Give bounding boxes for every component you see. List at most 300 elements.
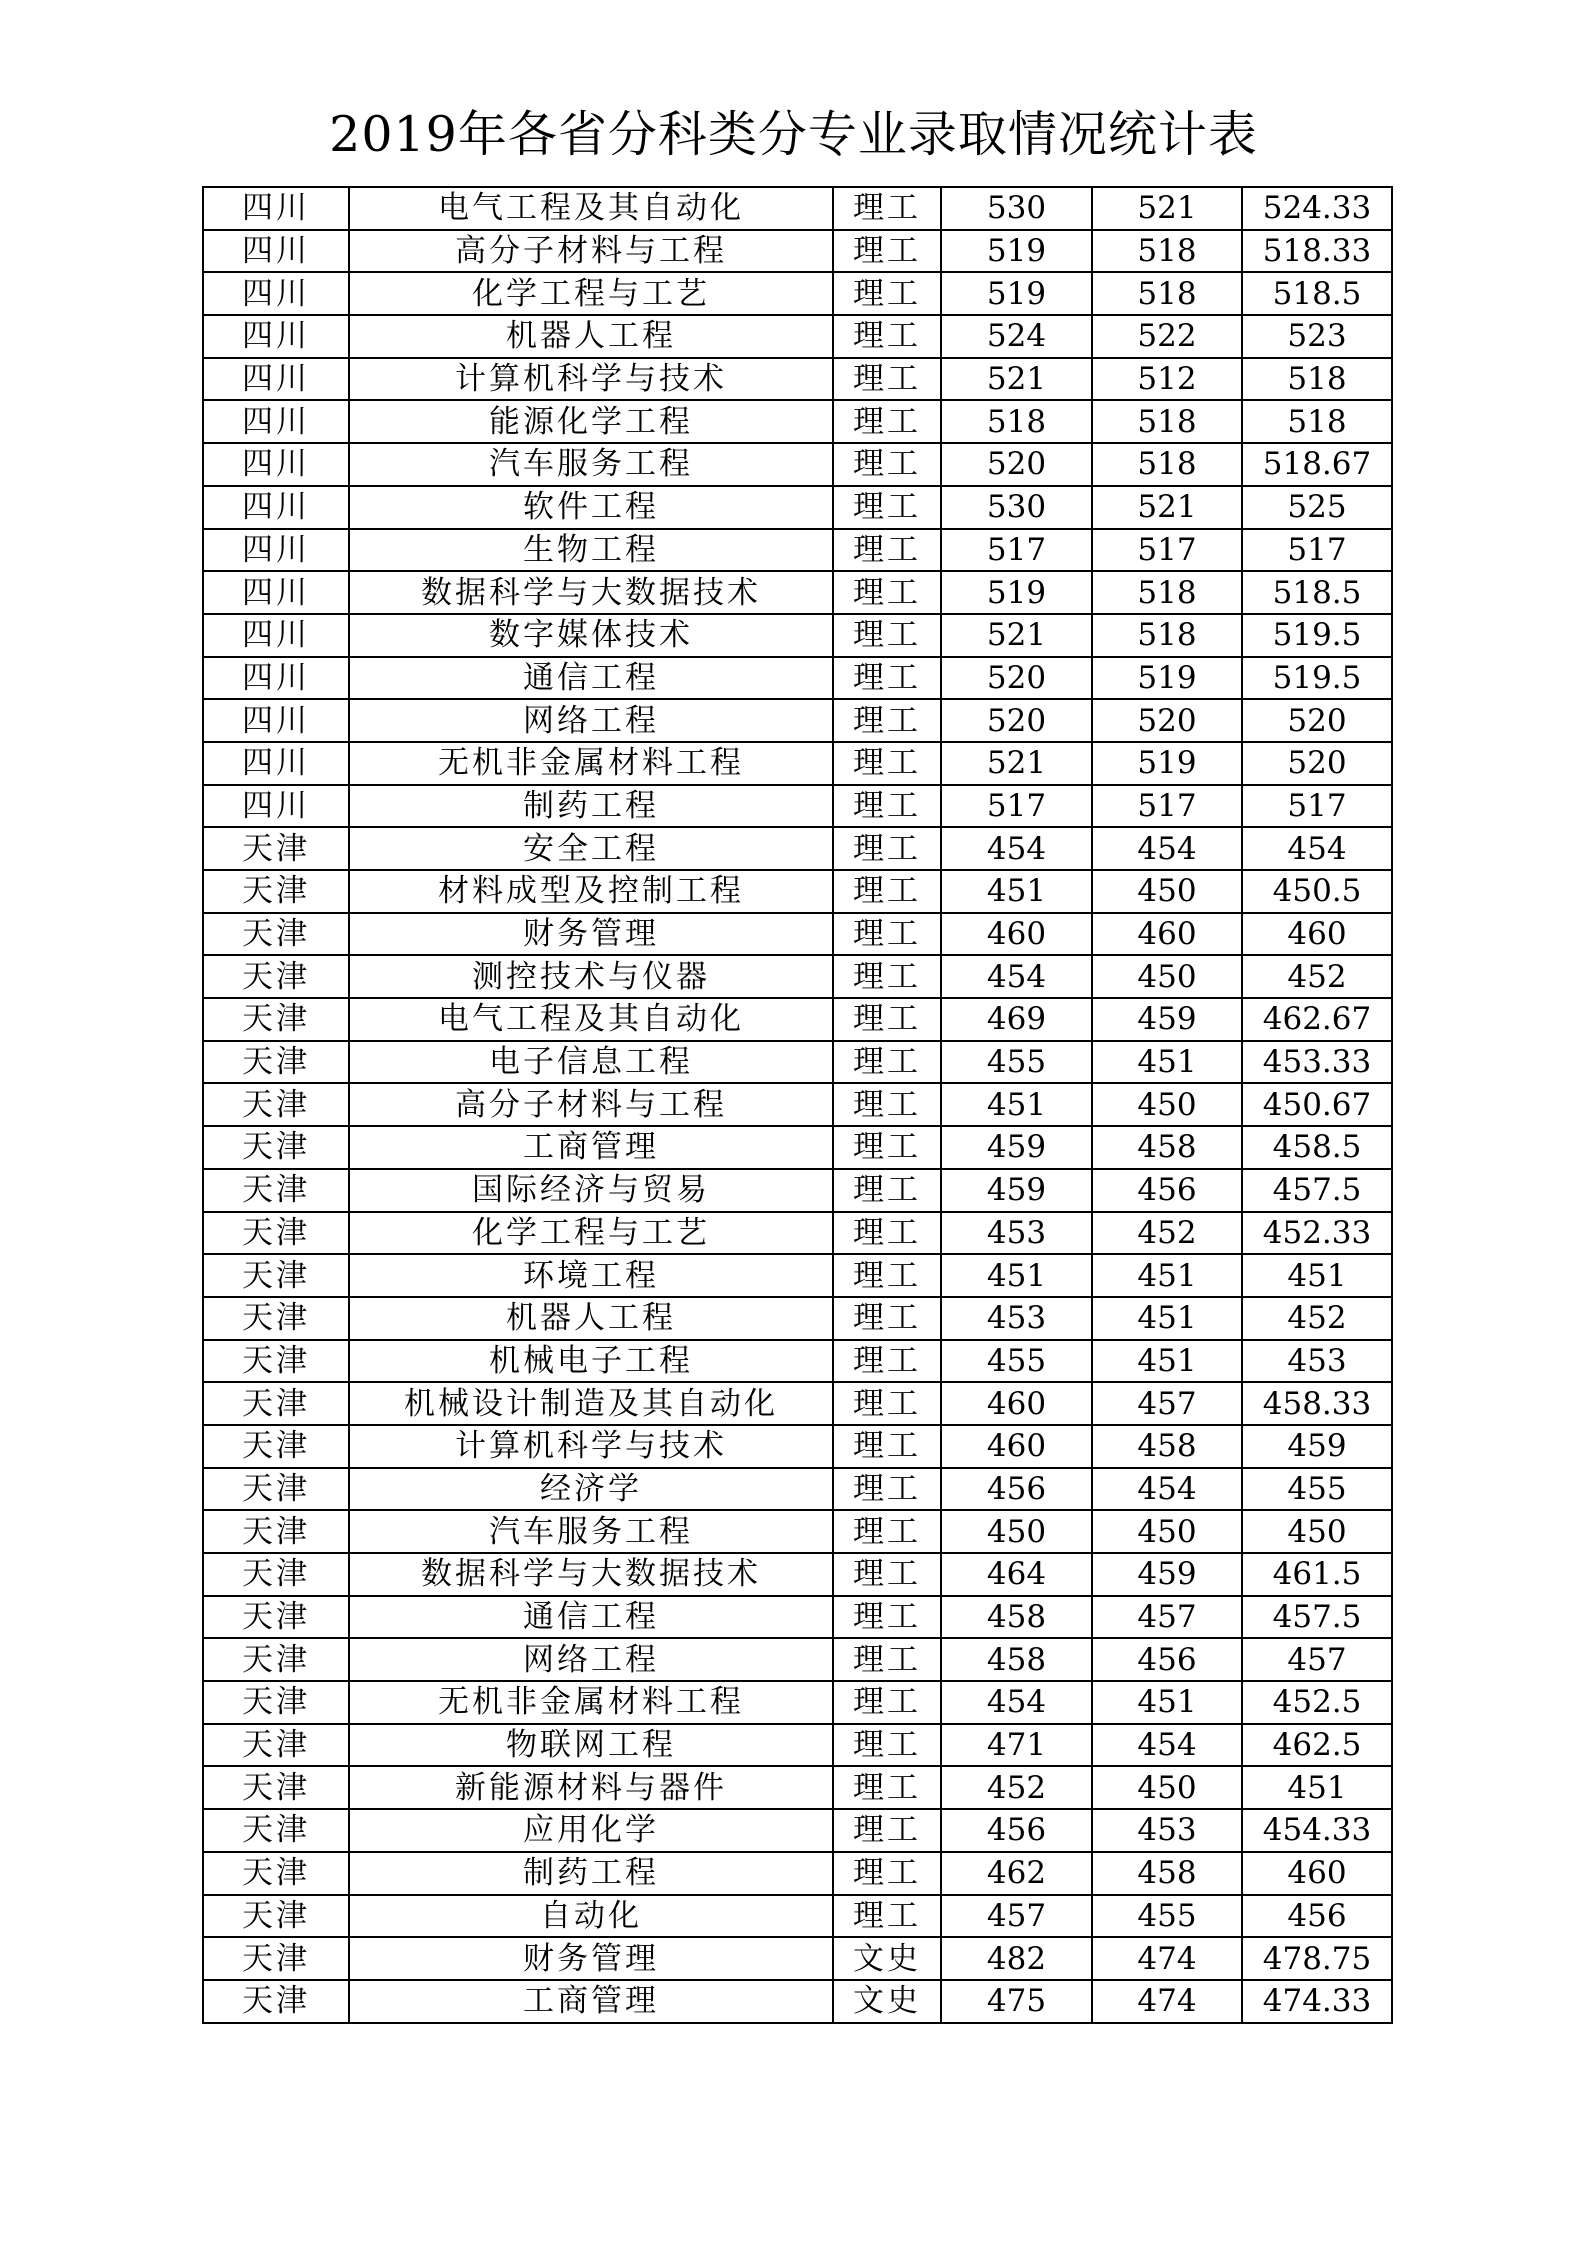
min-score-cell: 459 [1092, 1553, 1242, 1596]
table-row [203, 1297, 1392, 1340]
major-cell: 无机非金属材料工程 [349, 742, 833, 785]
table-row [203, 486, 1392, 529]
major-cell: 化学工程与工艺 [349, 272, 833, 315]
max-score-cell: 482 [941, 1937, 1092, 1980]
min-score-cell: 474 [1092, 1980, 1242, 2023]
province-cell: 四川 [203, 614, 349, 657]
table-row [203, 315, 1392, 358]
province-cell: 四川 [203, 742, 349, 785]
max-score-cell: 458 [941, 1596, 1092, 1639]
major-cell: 电气工程及其自动化 [349, 998, 833, 1041]
avg-score-cell: 450 [1242, 1510, 1392, 1553]
province-cell: 天津 [203, 1510, 349, 1553]
category-cell: 理工 [833, 1638, 941, 1681]
province-cell: 四川 [203, 187, 349, 230]
max-score-cell: 454 [941, 1681, 1092, 1724]
province-cell: 天津 [203, 1980, 349, 2023]
major-cell: 工商管理 [349, 1980, 833, 2023]
table-row [203, 1937, 1392, 1980]
avg-score-cell: 454.33 [1242, 1809, 1392, 1852]
province-cell: 天津 [203, 1681, 349, 1724]
max-score-cell: 459 [941, 1169, 1092, 1212]
table-row [203, 1468, 1392, 1511]
avg-score-cell: 462.67 [1242, 998, 1392, 1041]
province-cell: 天津 [203, 1382, 349, 1425]
table-row [203, 529, 1392, 572]
major-cell: 汽车服务工程 [349, 1510, 833, 1553]
max-score-cell: 460 [941, 1382, 1092, 1425]
category-cell: 理工 [833, 1895, 941, 1938]
province-cell: 四川 [203, 699, 349, 742]
category-cell: 理工 [833, 1126, 941, 1169]
province-cell: 天津 [203, 1126, 349, 1169]
table-row [203, 571, 1392, 614]
major-cell: 工商管理 [349, 1126, 833, 1169]
max-score-cell: 457 [941, 1895, 1092, 1938]
table-row [203, 1425, 1392, 1468]
avg-score-cell: 519.5 [1242, 614, 1392, 657]
max-score-cell: 451 [941, 870, 1092, 913]
major-cell: 能源化学工程 [349, 400, 833, 443]
min-score-cell: 519 [1092, 742, 1242, 785]
category-cell: 理工 [833, 827, 941, 870]
province-cell: 四川 [203, 315, 349, 358]
table-row [203, 358, 1392, 401]
province-cell: 四川 [203, 657, 349, 700]
category-cell: 理工 [833, 657, 941, 700]
min-score-cell: 454 [1092, 1468, 1242, 1511]
min-score-cell: 518 [1092, 400, 1242, 443]
table-row [203, 1766, 1392, 1809]
major-cell: 电气工程及其自动化 [349, 187, 833, 230]
category-cell: 理工 [833, 913, 941, 956]
table-row [203, 785, 1392, 828]
min-score-cell: 512 [1092, 358, 1242, 401]
avg-score-cell: 517 [1242, 785, 1392, 828]
province-cell: 四川 [203, 400, 349, 443]
table-row [203, 1041, 1392, 1084]
province-cell: 天津 [203, 1638, 349, 1681]
major-cell: 安全工程 [349, 827, 833, 870]
avg-score-cell: 520 [1242, 699, 1392, 742]
max-score-cell: 452 [941, 1766, 1092, 1809]
category-cell: 理工 [833, 785, 941, 828]
category-cell: 理工 [833, 315, 941, 358]
min-score-cell: 451 [1092, 1340, 1242, 1383]
max-score-cell: 530 [941, 486, 1092, 529]
table-row [203, 272, 1392, 315]
min-score-cell: 454 [1092, 827, 1242, 870]
max-score-cell: 453 [941, 1212, 1092, 1255]
major-cell: 软件工程 [349, 486, 833, 529]
major-cell: 经济学 [349, 1468, 833, 1511]
major-cell: 高分子材料与工程 [349, 230, 833, 273]
table-row [203, 913, 1392, 956]
province-cell: 天津 [203, 1809, 349, 1852]
table-row [203, 1980, 1392, 2023]
major-cell: 数字媒体技术 [349, 614, 833, 657]
max-score-cell: 471 [941, 1724, 1092, 1767]
category-cell: 理工 [833, 870, 941, 913]
min-score-cell: 518 [1092, 614, 1242, 657]
max-score-cell: 519 [941, 230, 1092, 273]
major-cell: 自动化 [349, 1895, 833, 1938]
category-cell: 理工 [833, 1297, 941, 1340]
avg-score-cell: 462.5 [1242, 1724, 1392, 1767]
avg-score-cell: 452 [1242, 955, 1392, 998]
avg-score-cell: 517 [1242, 529, 1392, 572]
category-cell: 理工 [833, 955, 941, 998]
min-score-cell: 459 [1092, 998, 1242, 1041]
max-score-cell: 450 [941, 1510, 1092, 1553]
table-row [203, 1638, 1392, 1681]
min-score-cell: 474 [1092, 1937, 1242, 1980]
major-cell: 数据科学与大数据技术 [349, 1553, 833, 1596]
major-cell: 机械设计制造及其自动化 [349, 1382, 833, 1425]
category-cell: 理工 [833, 1596, 941, 1639]
major-cell: 汽车服务工程 [349, 443, 833, 486]
min-score-cell: 450 [1092, 1083, 1242, 1126]
min-score-cell: 456 [1092, 1169, 1242, 1212]
province-cell: 天津 [203, 1425, 349, 1468]
min-score-cell: 451 [1092, 1681, 1242, 1724]
max-score-cell: 453 [941, 1297, 1092, 1340]
avg-score-cell: 452 [1242, 1297, 1392, 1340]
min-score-cell: 458 [1092, 1425, 1242, 1468]
min-score-cell: 521 [1092, 486, 1242, 529]
max-score-cell: 458 [941, 1638, 1092, 1681]
major-cell: 生物工程 [349, 529, 833, 572]
min-score-cell: 517 [1092, 529, 1242, 572]
category-cell: 理工 [833, 699, 941, 742]
province-cell: 天津 [203, 1468, 349, 1511]
category-cell: 理工 [833, 1852, 941, 1895]
major-cell: 国际经济与贸易 [349, 1169, 833, 1212]
min-score-cell: 518 [1092, 230, 1242, 273]
province-cell: 四川 [203, 785, 349, 828]
max-score-cell: 455 [941, 1340, 1092, 1383]
table-row [203, 699, 1392, 742]
major-cell: 网络工程 [349, 1638, 833, 1681]
province-cell: 四川 [203, 272, 349, 315]
max-score-cell: 530 [941, 187, 1092, 230]
table-row [203, 1382, 1392, 1425]
major-cell: 数据科学与大数据技术 [349, 571, 833, 614]
min-score-cell: 451 [1092, 1041, 1242, 1084]
major-cell: 电子信息工程 [349, 1041, 833, 1084]
max-score-cell: 518 [941, 400, 1092, 443]
min-score-cell: 518 [1092, 443, 1242, 486]
province-cell: 四川 [203, 443, 349, 486]
table-row [203, 1809, 1392, 1852]
category-cell: 理工 [833, 358, 941, 401]
category-cell: 理工 [833, 1041, 941, 1084]
major-cell: 测控技术与仪器 [349, 955, 833, 998]
min-score-cell: 520 [1092, 699, 1242, 742]
max-score-cell: 521 [941, 614, 1092, 657]
max-score-cell: 520 [941, 443, 1092, 486]
min-score-cell: 518 [1092, 272, 1242, 315]
min-score-cell: 453 [1092, 1809, 1242, 1852]
province-cell: 天津 [203, 1553, 349, 1596]
max-score-cell: 464 [941, 1553, 1092, 1596]
max-score-cell: 521 [941, 742, 1092, 785]
avg-score-cell: 460 [1242, 1852, 1392, 1895]
max-score-cell: 469 [941, 998, 1092, 1041]
avg-score-cell: 518 [1242, 358, 1392, 401]
table-row [203, 955, 1392, 998]
province-cell: 天津 [203, 827, 349, 870]
min-score-cell: 458 [1092, 1126, 1242, 1169]
table-row [203, 230, 1392, 273]
max-score-cell: 519 [941, 571, 1092, 614]
table-row [203, 870, 1392, 913]
min-score-cell: 457 [1092, 1596, 1242, 1639]
avg-score-cell: 457.5 [1242, 1596, 1392, 1639]
max-score-cell: 517 [941, 529, 1092, 572]
major-cell: 新能源材料与器件 [349, 1766, 833, 1809]
province-cell: 四川 [203, 230, 349, 273]
category-cell: 理工 [833, 742, 941, 785]
max-score-cell: 520 [941, 699, 1092, 742]
major-cell: 材料成型及控制工程 [349, 870, 833, 913]
admission-table [202, 186, 1393, 2024]
major-cell: 计算机科学与技术 [349, 1425, 833, 1468]
max-score-cell: 519 [941, 272, 1092, 315]
page-title: 2019年各省分科类分专业录取情况统计表 [329, 106, 1258, 163]
category-cell: 文史 [833, 1937, 941, 1980]
major-cell: 机械电子工程 [349, 1340, 833, 1383]
category-cell: 理工 [833, 1468, 941, 1511]
min-score-cell: 454 [1092, 1724, 1242, 1767]
province-cell: 天津 [203, 1895, 349, 1938]
avg-score-cell: 478.75 [1242, 1937, 1392, 1980]
province-cell: 天津 [203, 1596, 349, 1639]
avg-score-cell: 457.5 [1242, 1169, 1392, 1212]
avg-score-cell: 450.67 [1242, 1083, 1392, 1126]
avg-score-cell: 461.5 [1242, 1553, 1392, 1596]
major-cell: 通信工程 [349, 1596, 833, 1639]
category-cell: 理工 [833, 1681, 941, 1724]
admission-table-container [202, 186, 1393, 2024]
category-cell: 理工 [833, 400, 941, 443]
province-cell: 天津 [203, 913, 349, 956]
min-score-cell: 458 [1092, 1852, 1242, 1895]
major-cell: 应用化学 [349, 1809, 833, 1852]
avg-score-cell: 458.33 [1242, 1382, 1392, 1425]
max-score-cell: 456 [941, 1468, 1092, 1511]
max-score-cell: 454 [941, 955, 1092, 998]
table-row [203, 1724, 1392, 1767]
min-score-cell: 456 [1092, 1638, 1242, 1681]
province-cell: 天津 [203, 998, 349, 1041]
min-score-cell: 450 [1092, 1510, 1242, 1553]
avg-score-cell: 455 [1242, 1468, 1392, 1511]
avg-score-cell: 519.5 [1242, 657, 1392, 700]
category-cell: 理工 [833, 1766, 941, 1809]
max-score-cell: 517 [941, 785, 1092, 828]
category-cell: 理工 [833, 1083, 941, 1126]
avg-score-cell: 453 [1242, 1340, 1392, 1383]
max-score-cell: 460 [941, 913, 1092, 956]
table-row [203, 1254, 1392, 1297]
max-score-cell: 475 [941, 1980, 1092, 2023]
category-cell: 理工 [833, 998, 941, 1041]
max-score-cell: 459 [941, 1126, 1092, 1169]
table-row [203, 1852, 1392, 1895]
category-cell: 理工 [833, 614, 941, 657]
avg-score-cell: 454 [1242, 827, 1392, 870]
max-score-cell: 520 [941, 657, 1092, 700]
min-score-cell: 451 [1092, 1297, 1242, 1340]
min-score-cell: 517 [1092, 785, 1242, 828]
province-cell: 四川 [203, 571, 349, 614]
category-cell: 理工 [833, 1553, 941, 1596]
min-score-cell: 452 [1092, 1212, 1242, 1255]
province-cell: 天津 [203, 1340, 349, 1383]
min-score-cell: 450 [1092, 955, 1242, 998]
table-row [203, 1596, 1392, 1639]
min-score-cell: 522 [1092, 315, 1242, 358]
major-cell: 机器人工程 [349, 1297, 833, 1340]
major-cell: 制药工程 [349, 785, 833, 828]
province-cell: 天津 [203, 1937, 349, 1980]
max-score-cell: 451 [941, 1254, 1092, 1297]
avg-score-cell: 518.33 [1242, 230, 1392, 273]
avg-score-cell: 458.5 [1242, 1126, 1392, 1169]
table-row [203, 443, 1392, 486]
category-cell: 理工 [833, 529, 941, 572]
avg-score-cell: 451 [1242, 1766, 1392, 1809]
avg-score-cell: 518.5 [1242, 571, 1392, 614]
table-row [203, 1212, 1392, 1255]
category-cell: 理工 [833, 1212, 941, 1255]
table-row [203, 998, 1392, 1041]
avg-score-cell: 453.33 [1242, 1041, 1392, 1084]
max-score-cell: 462 [941, 1852, 1092, 1895]
avg-score-cell: 451 [1242, 1254, 1392, 1297]
province-cell: 天津 [203, 1169, 349, 1212]
category-cell: 理工 [833, 571, 941, 614]
avg-score-cell: 523 [1242, 315, 1392, 358]
avg-score-cell: 452.33 [1242, 1212, 1392, 1255]
avg-score-cell: 518.5 [1242, 272, 1392, 315]
table-row [203, 827, 1392, 870]
table-body [203, 187, 1392, 2023]
major-cell: 物联网工程 [349, 1724, 833, 1767]
avg-score-cell: 450.5 [1242, 870, 1392, 913]
table-row [203, 1553, 1392, 1596]
max-score-cell: 524 [941, 315, 1092, 358]
province-cell: 天津 [203, 955, 349, 998]
province-cell: 天津 [203, 1083, 349, 1126]
avg-score-cell: 518.67 [1242, 443, 1392, 486]
avg-score-cell: 457 [1242, 1638, 1392, 1681]
max-score-cell: 455 [941, 1041, 1092, 1084]
category-cell: 理工 [833, 1809, 941, 1852]
province-cell: 天津 [203, 1766, 349, 1809]
province-cell: 天津 [203, 1254, 349, 1297]
category-cell: 理工 [833, 443, 941, 486]
major-cell: 制药工程 [349, 1852, 833, 1895]
max-score-cell: 521 [941, 358, 1092, 401]
avg-score-cell: 520 [1242, 742, 1392, 785]
table-row [203, 1681, 1392, 1724]
province-cell: 天津 [203, 1041, 349, 1084]
min-score-cell: 457 [1092, 1382, 1242, 1425]
category-cell: 理工 [833, 1510, 941, 1553]
min-score-cell: 521 [1092, 187, 1242, 230]
max-score-cell: 456 [941, 1809, 1092, 1852]
table-row [203, 614, 1392, 657]
min-score-cell: 450 [1092, 1766, 1242, 1809]
table-row [203, 187, 1392, 230]
avg-score-cell: 459 [1242, 1425, 1392, 1468]
avg-score-cell: 456 [1242, 1895, 1392, 1938]
category-cell: 理工 [833, 486, 941, 529]
min-score-cell: 450 [1092, 870, 1242, 913]
province-cell: 天津 [203, 1724, 349, 1767]
table-row [203, 400, 1392, 443]
major-cell: 网络工程 [349, 699, 833, 742]
table-row [203, 1126, 1392, 1169]
major-cell: 计算机科学与技术 [349, 358, 833, 401]
min-score-cell: 519 [1092, 657, 1242, 700]
table-row [203, 1895, 1392, 1938]
min-score-cell: 455 [1092, 1895, 1242, 1938]
max-score-cell: 454 [941, 827, 1092, 870]
avg-score-cell: 524.33 [1242, 187, 1392, 230]
avg-score-cell: 525 [1242, 486, 1392, 529]
province-cell: 四川 [203, 486, 349, 529]
category-cell: 理工 [833, 1382, 941, 1425]
table-row [203, 1169, 1392, 1212]
category-cell: 理工 [833, 187, 941, 230]
province-cell: 天津 [203, 1212, 349, 1255]
category-cell: 文史 [833, 1980, 941, 2023]
major-cell: 化学工程与工艺 [349, 1212, 833, 1255]
min-score-cell: 451 [1092, 1254, 1242, 1297]
category-cell: 理工 [833, 272, 941, 315]
province-cell: 天津 [203, 1852, 349, 1895]
major-cell: 财务管理 [349, 1937, 833, 1980]
category-cell: 理工 [833, 1169, 941, 1212]
major-cell: 环境工程 [349, 1254, 833, 1297]
avg-score-cell: 452.5 [1242, 1681, 1392, 1724]
category-cell: 理工 [833, 1724, 941, 1767]
avg-score-cell: 474.33 [1242, 1980, 1392, 2023]
major-cell: 通信工程 [349, 657, 833, 700]
avg-score-cell: 518 [1242, 400, 1392, 443]
min-score-cell: 518 [1092, 571, 1242, 614]
max-score-cell: 460 [941, 1425, 1092, 1468]
major-cell: 无机非金属材料工程 [349, 1681, 833, 1724]
province-cell: 天津 [203, 1297, 349, 1340]
min-score-cell: 460 [1092, 913, 1242, 956]
table-row [203, 1083, 1392, 1126]
province-cell: 四川 [203, 529, 349, 572]
province-cell: 天津 [203, 870, 349, 913]
category-cell: 理工 [833, 230, 941, 273]
avg-score-cell: 460 [1242, 913, 1392, 956]
category-cell: 理工 [833, 1340, 941, 1383]
table-row [203, 1510, 1392, 1553]
major-cell: 机器人工程 [349, 315, 833, 358]
major-cell: 高分子材料与工程 [349, 1083, 833, 1126]
major-cell: 财务管理 [349, 913, 833, 956]
category-cell: 理工 [833, 1425, 941, 1468]
table-row [203, 742, 1392, 785]
